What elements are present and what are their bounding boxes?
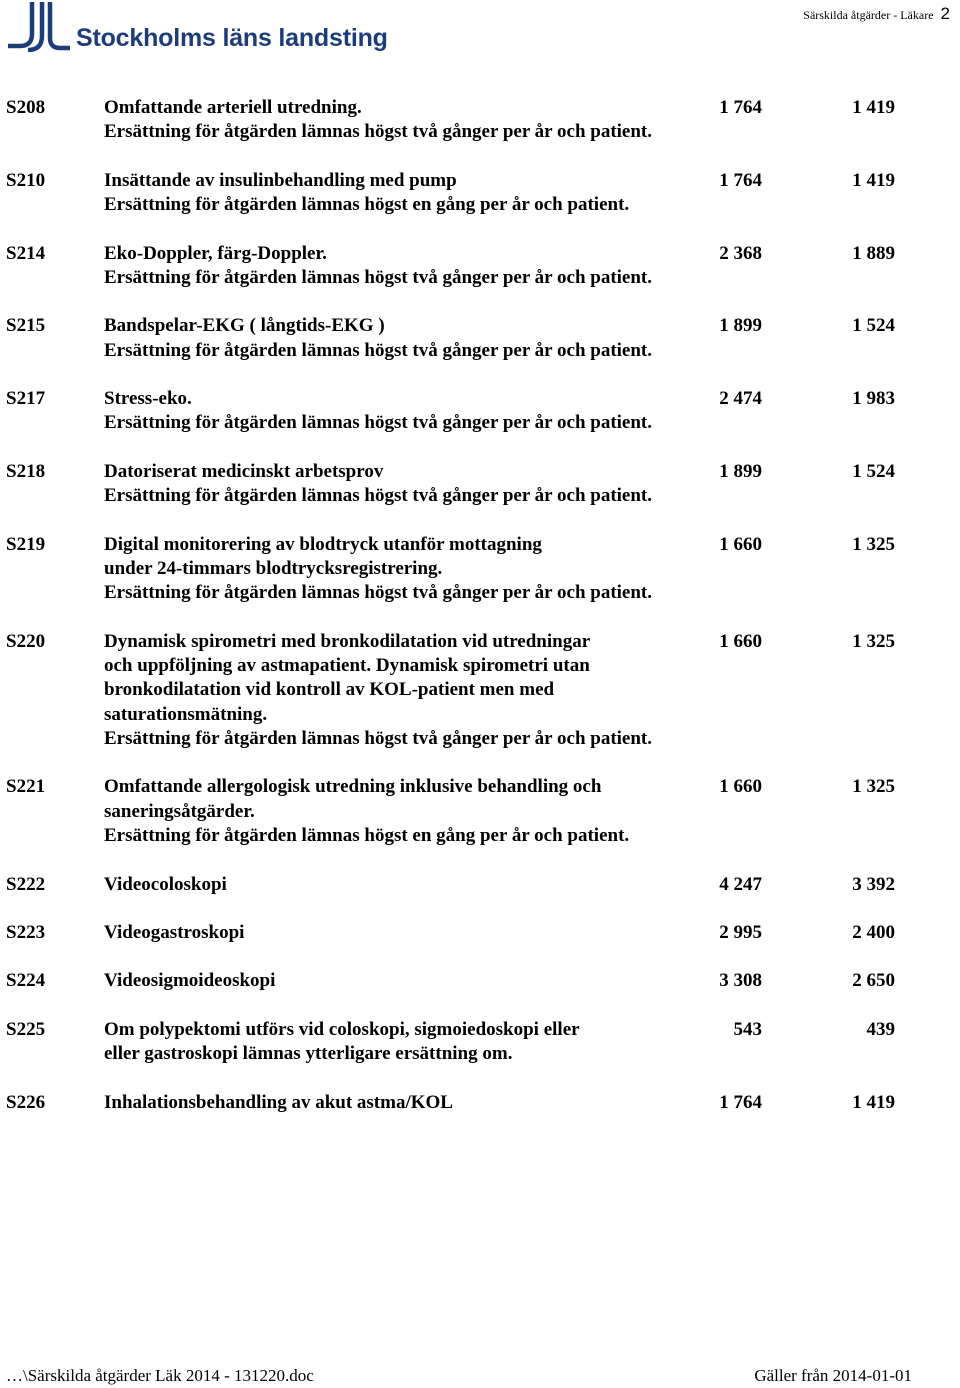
description-line: Ersättning för åtgärden lämnas högst två gånger per år och patient. [104, 121, 653, 143]
description-line: Insättande av insulinbehandling med pump [104, 169, 457, 191]
amount-primary: 1 660 [719, 776, 762, 798]
amount-primary: 1 764 [719, 97, 762, 118]
amount-secondary: 2 650 [852, 970, 895, 992]
procedure-row [0, 314, 960, 363]
procedure-code: S210 [6, 169, 46, 191]
amount-primary: 1 660 [719, 630, 762, 652]
doc-title: Särskilda åtgärder - Läkare [803, 8, 934, 22]
org-name: Stockholms läns landsting [76, 24, 388, 52]
procedure-row [0, 969, 960, 993]
amount-secondary: 1 325 [852, 776, 895, 798]
description-line: Bandspelar-EKG ( långtids-EKG ) [104, 315, 385, 337]
description-line: Eko-Doppler, färg-Doppler. [104, 242, 327, 264]
procedure-row [0, 1091, 960, 1115]
description-line: saturationsmätning. [104, 703, 268, 725]
amount-secondary: 1 419 [852, 97, 895, 118]
description-line: Ersättning för åtgärden lämnas högst en gång per år och patient. [104, 825, 630, 847]
amount-primary: 2 368 [719, 242, 762, 264]
amount-secondary: 1 325 [852, 533, 895, 555]
description-line: Ersättning för åtgärden lämnas högst en gång per år och patient. [104, 194, 630, 216]
procedure-row [0, 387, 960, 436]
procedure-code: S220 [6, 630, 46, 652]
procedure-code: S226 [6, 1091, 46, 1113]
procedure-row [0, 169, 960, 218]
procedure-code: S214 [6, 242, 46, 264]
description-line: Ersättning för åtgärden lämnas högst två gånger per år och patient. [104, 412, 653, 434]
amount-secondary: 1 889 [852, 242, 895, 264]
procedure-row [0, 630, 960, 751]
description-line: Ersättning för åtgärden lämnas högst två gånger per år och patient. [104, 485, 653, 507]
procedure-description [104, 314, 704, 363]
page-number: 2 [940, 4, 950, 23]
procedure-row [0, 242, 960, 291]
description-line: Videogastroskopi [104, 922, 245, 943]
procedure-code: S219 [6, 533, 46, 555]
amount-secondary: 1 419 [852, 1091, 895, 1113]
procedure-description [104, 533, 704, 606]
amount-primary: 1 764 [719, 1091, 762, 1113]
description-line: Stress-eko. [104, 388, 192, 410]
procedure-description [104, 169, 704, 218]
amount-primary: 4 247 [719, 873, 762, 895]
amount-secondary: 1 419 [852, 169, 895, 191]
procedure-description [104, 873, 704, 897]
procedure-row [0, 873, 960, 897]
description-line: Omfattande allergologisk utredning inklusive behandling och [104, 776, 602, 798]
procedure-description [104, 96, 704, 145]
procedure-row [0, 921, 960, 945]
amount-secondary: 1 325 [852, 630, 895, 652]
description-line: saneringsåtgärder. [104, 800, 255, 822]
description-line: Videocoloskopi [104, 873, 227, 895]
description-line: under 24-timmars blodtrycksregistrering. [104, 557, 443, 579]
procedure-code: S221 [6, 776, 46, 798]
procedure-description [104, 1018, 704, 1067]
procedure-code: S215 [6, 315, 46, 337]
description-line: Ersättning för åtgärden lämnas högst två gånger per år och patient. [104, 339, 653, 361]
amount-secondary: 1 524 [852, 460, 895, 482]
description-line: Inhalationsbehandling av akut astma/KOL [104, 1091, 453, 1113]
page-header [803, 4, 950, 24]
description-line: Datoriserat medicinskt arbetsprov [104, 460, 384, 482]
sll-logo [6, 0, 386, 58]
procedure-code: S222 [6, 873, 46, 895]
description-line: Ersättning för åtgärden lämnas högst två gånger per år och patient. [104, 266, 653, 288]
footer-valid-from: Gäller från 2014-01-01 [754, 1366, 912, 1385]
procedure-row [0, 96, 960, 145]
description-line: Digital monitorering av blodtryck utanför mottagning [104, 533, 542, 555]
amount-primary: 1 764 [719, 169, 762, 191]
description-line: bronkodilatation vid kontroll av KOL-patient men med [104, 679, 555, 701]
description-line: och uppföljning av astmapatient. Dynamisk spirometri utan [104, 655, 590, 677]
procedure-description [104, 242, 704, 291]
description-line: Videosigmoideoskopi [104, 970, 276, 992]
amount-secondary: 1 983 [852, 388, 895, 410]
procedure-code: S217 [6, 388, 46, 410]
amount-secondary: 3 392 [852, 873, 895, 895]
procedure-code: S208 [6, 97, 46, 118]
procedure-row [0, 1018, 960, 1067]
description-line: Dynamisk spirometri med bronkodilatation vid utredningar [104, 630, 591, 652]
footer-file-path: …\Särskilda åtgärder Läk 2014 - 131220.doc [6, 1366, 314, 1385]
procedure-description [104, 387, 704, 436]
procedure-code: S224 [6, 970, 46, 992]
amount-secondary: 439 [866, 1018, 895, 1040]
amount-primary: 2 474 [719, 388, 762, 410]
procedure-description [104, 775, 704, 848]
amount-primary: 1 660 [719, 533, 762, 555]
amount-primary: 2 995 [719, 922, 762, 943]
amount-secondary: 1 524 [852, 315, 895, 337]
procedure-row [0, 775, 960, 848]
procedure-description [104, 1091, 704, 1115]
procedure-row [0, 533, 960, 606]
amount-primary: 1 899 [719, 315, 762, 337]
procedure-code: S223 [6, 922, 46, 943]
procedure-code: S225 [6, 1018, 46, 1040]
description-line: Om polypektomi utförs vid coloskopi, sigmoiedoskopi eller [104, 1018, 580, 1040]
amount-primary: 3 308 [719, 970, 762, 992]
procedure-description [104, 921, 704, 945]
procedure-row [0, 460, 960, 509]
amount-primary: 1 899 [719, 460, 762, 482]
amount-secondary: 2 400 [852, 922, 895, 943]
procedure-description [104, 460, 704, 509]
description-line: eller gastroskopi lämnas ytterligare ersättning om. [104, 1043, 513, 1065]
description-line: Ersättning för åtgärden lämnas högst två gånger per år och patient. [104, 727, 653, 749]
procedure-description [104, 630, 704, 751]
procedure-code: S218 [6, 460, 46, 482]
procedure-description [104, 969, 704, 993]
amount-primary: 543 [733, 1018, 762, 1040]
procedure-list [0, 96, 960, 1139]
description-line: Omfattande arteriell utredning. [104, 97, 362, 118]
description-line: Ersättning för åtgärden lämnas högst två gånger per år och patient. [104, 582, 653, 604]
sll-logo-mark-icon [6, 0, 72, 52]
